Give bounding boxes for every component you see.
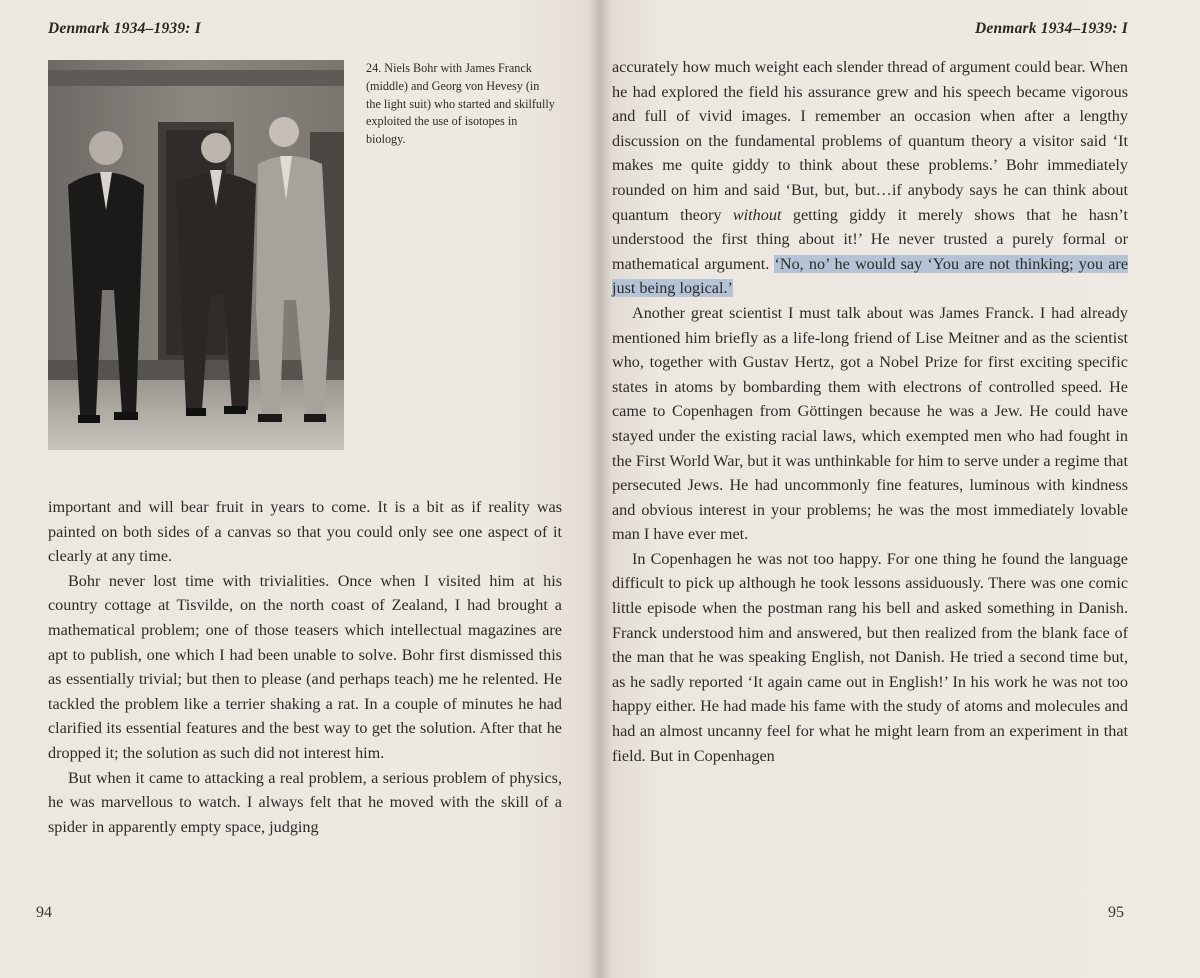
- paragraph: But when it came to attacking a real problem, a serious problem of physics, he was marvellous to watch. I always felt that he moved with the skill of a spider in apparently empty space, judging: [48, 768, 562, 836]
- italic-emphasis: without: [732, 205, 782, 224]
- text-run: getting giddy it merely shows that he hasn’t understood the first thing about it!’ He never trusted a purely formal or mathematical argument.: [612, 205, 1128, 273]
- figure-caption: 24. Niels Bohr with James Franck (middle) and Georg von Hevesy (in the light suit) who started and skilfully exploited the use of isotopes in biology.: [366, 61, 555, 147]
- paragraph: In Copenhagen he was not too happy. For one thing he found the language difficult to pick up although he took lessons assiduously. There was one comic little episode when the postman rang his bell and asked something in Danish. Franck understood him and answered, but then realized from the blank face of the man that he was speaking English, not Danish. He tried a second time but, as he sadly reported ‘It again came out in English!’ In his work he was not too happy either. He had made his fame with the study of atoms and molecules and had an almost uncanny feel for what he might learn from an experiment in that field. But in Copenhagen: [612, 549, 1128, 765]
- bohr-franck-hevesy-photo: [48, 60, 344, 450]
- paragraph: Bohr never lost time with trivialities. Once when I visited him at his country cottage at Tisvilde, on the north coast of Zealand, I had brought a mathematical problem; one of those teasers which intellectual magazines are apt to publish, one which I had been unable to solve. Bohr first dismissed this as essentially trivial; but then to please (and perhaps teach) me he relented. He tackled the problem like a terrier shaking a rat. In a couple of minutes he had clarified its essential features and the best way to get the solution. After that he dropped it; the solution as such did not interest him.: [48, 571, 562, 762]
- highlighted-quote[interactable]: ‘No, no’ he would say ‘You are not thinking; you are just being logical.’: [612, 254, 1129, 298]
- right-running-head: Denmark 1934–1939: I: [975, 20, 1128, 37]
- left-body-text: [48, 495, 562, 839]
- paragraph: important and will bear fruit in years to come. It is a bit as if reality was painted on both sides of a canvas so that you could only see one aspect of it clearly at any time.: [48, 498, 562, 566]
- right-body-text: [612, 55, 1128, 768]
- paragraph: Another great scientist I must talk about was James Franck. I had already mentioned him briefly as a life-long friend of Lise Meitner and as the scientist who, together with Gustav Hertz, got a Nobel Prize for first exciting specific states in atoms by bombarding them with electrons of controlled speed. He came to Copenhagen from Göttingen because he was a Jew. He could have stayed under the existing racial laws, which exempted men who had fought in the First World War, but it was unthinkable for him to serve under a regime that persecuted Jews. He had uncommonly fine features, luminous with kindness and obvious interest in your problems; he was the most immediately lovable man I have ever met.: [612, 303, 1128, 544]
- right-page-number: 95: [1108, 904, 1124, 921]
- right-page: [600, 0, 1200, 978]
- paragraph: [612, 55, 1128, 301]
- text-run: accurately how much weight each slender thread of argument could bear. When he had explored the field his assurance grew and his speech became vigorous and full of vivid images. I remember an occasion when after a lengthy discussion on the fundamental problems of quantum theory a visitor said ‘It makes me quite giddy to think about these problems.’ Bohr immediately rounded on him and said ‘But, but, but…if anybody says he can think about quantum theory: [612, 58, 1128, 224]
- left-page-number: 94: [36, 904, 52, 921]
- left-running-head: Denmark 1934–1939: I: [48, 20, 201, 37]
